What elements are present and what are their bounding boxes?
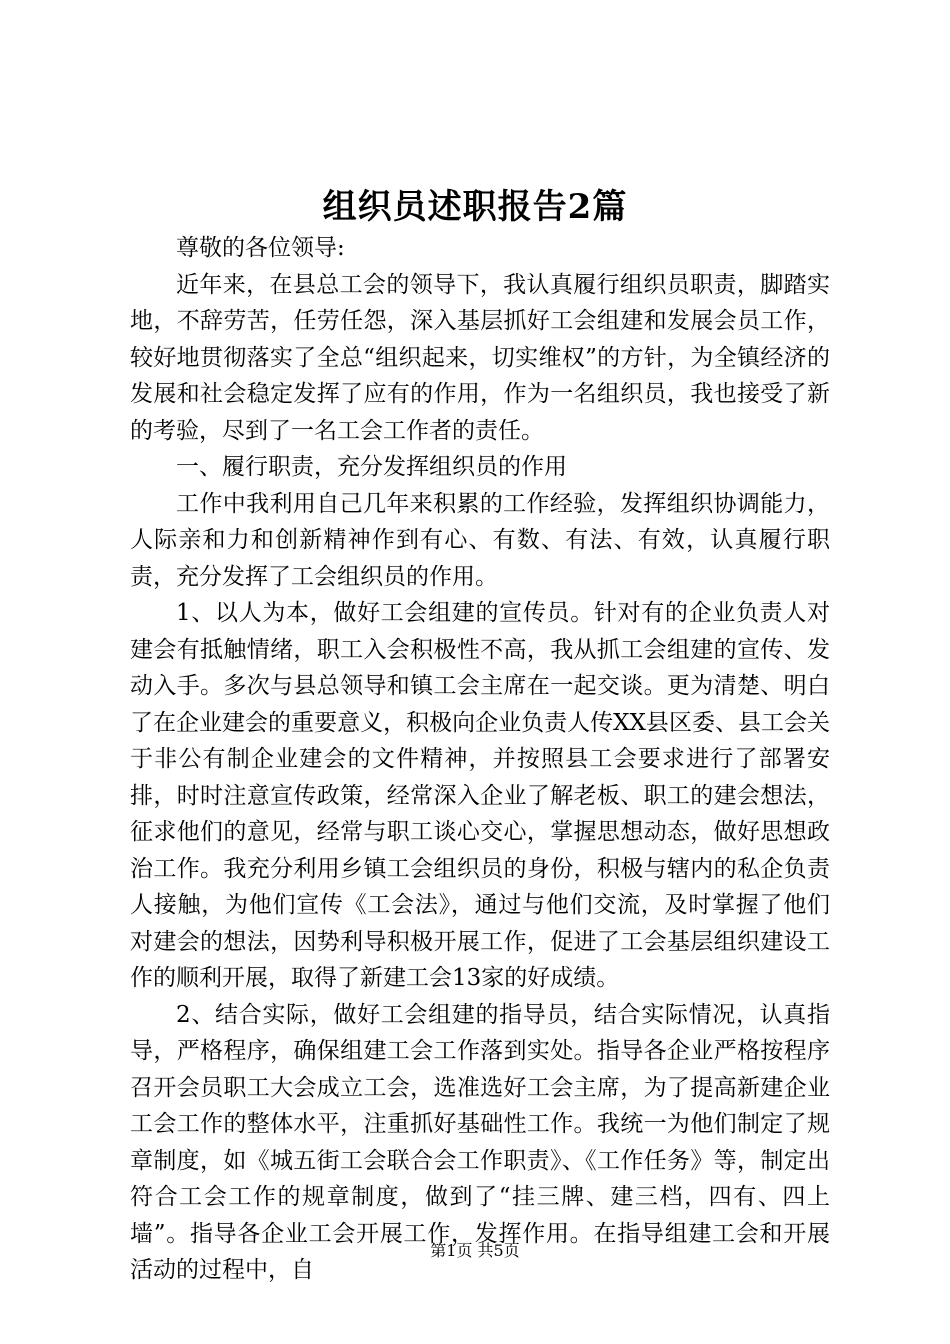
- salutation: 尊敬的各位领导:: [176, 235, 345, 261]
- page-footer: 第1页 共5页: [430, 1241, 520, 1260]
- paragraph: 工作中我利用自己几年来积累的工作经验，发挥组织协调能力，人际亲和力和创新精神作到有心、有数、有法、有效，认真履行职责，充分发挥了工会组织员的作用。: [130, 490, 830, 590]
- paragraph-intro: 近年来，在县总工会的领导下，我认真履行组织员职责，脚踏实地，不辞劳苦，任劳任怨，深入基层抓好工会组建和发展会员工作，较好地贯彻落实了全总“组织起来，切实维权”的方针，为全镇经济的发展和社会稳定发挥了应有的作用，作为一名组织员，我也接受了新的考验，尽到了一名工会工作者的责任。: [130, 271, 830, 444]
- document-body: [130, 230, 830, 1289]
- paragraph: 2、结合实际，做好工会组建的指导员，结合实际情况，认真指导，严格程序，确保组建工会工作落到实处。指导各企业严格按程序召开会员职工大会成立工会，选准选好工会主席，为了提高新建企业工会工作的整体水平，注重抓好基础性工作。我统一为他们制定了规章制度，如《城五街工会联合会工作职责》、《工作任务》等，制定出符合工会工作的规章制度，做到了“挂三牌、建三档，四有、四上墙”。指导各企业工会开展工作，发挥作用。在指导组建工会和开展活动的过程中，自: [130, 1001, 830, 1283]
- paragraph: 1、以人为本，做好工会组建的宣传员。针对有的企业负责人对建会有抵触情绪，职工入会积极性不高，我从抓工会组建的宣传、发动入手。多次与县总领导和镇工会主席在一起交谈。更为清楚、明白了在企业建会的重要意义，积极向企业负责人传XX县区委、县工会关于非公有制企业建会的文件精神，并按照县工会要求进行了部署安排，时时注意宣传政策，经常深入企业了解老板、职工的建会想法，征求他们的意见，经常与职工谈心交心，掌握思想动态，做好思想政治工作。我充分利用乡镇工会组织员的身份，积极与辖内的私企负责人接触，为他们宣传《工会法》，通过与他们交流，及时掌握了他们对建会的想法，因势利导积极开展工作，促进了工会基层组织建设工作的顺利开展，取得了新建工会13家的好成绩。: [130, 600, 830, 991]
- section-heading: 一、履行职责，充分发挥组织员的作用: [176, 454, 567, 480]
- document-title: 组织员述职报告2篇: [322, 187, 628, 227]
